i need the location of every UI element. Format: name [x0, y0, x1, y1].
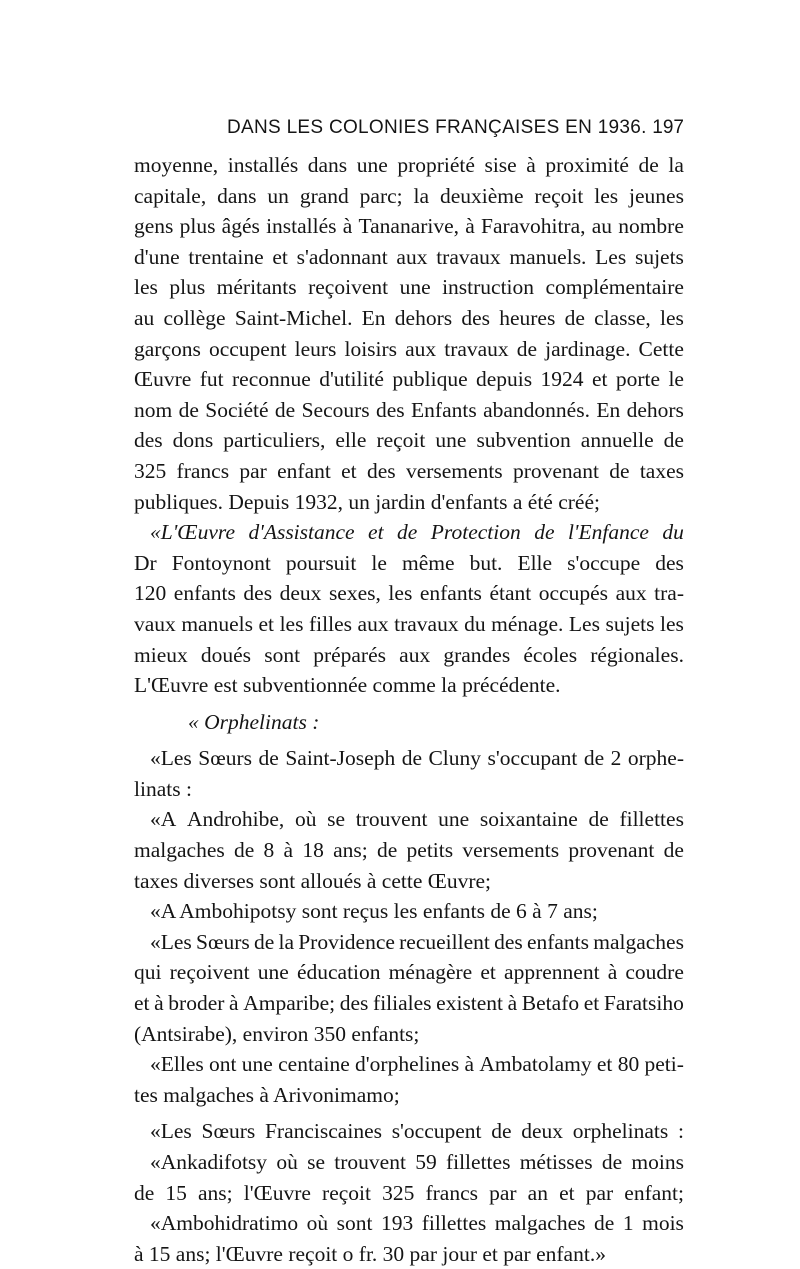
- text-line: gens plus âgés installés à Tananarive, à Faravohitra, au nombre: [134, 214, 684, 239]
- text-line: à 15 ans; l'Œuvre reçoit o fr. 30 par jour et par enfant.»: [134, 1241, 606, 1266]
- text-line: qui reçoivent une éducation ménagère et apprennent à coudre: [134, 960, 684, 985]
- text-line: des dons particuliers, elle reçoit une subvention annuelle de: [134, 428, 684, 453]
- text-line: «L'Œuvre d'Assistance et de Protection de l'Enfance du: [150, 520, 684, 545]
- page-number: 197: [652, 117, 684, 138]
- text-line: L'Œuvre est subventionnée comme la précédente.: [134, 673, 561, 698]
- page-header: [134, 117, 684, 141]
- text-line: au collège Saint-Michel. En dehors des heures de classe, les: [134, 305, 684, 330]
- text-line: Dr Fontoynont poursuit le même but. Elle s'occupe des: [134, 550, 684, 575]
- text-line: moyenne, installés dans une propriété sise à proximité de la: [134, 153, 684, 177]
- text-line: mieux doués sont préparés aux grandes écoles régionales.: [134, 642, 684, 667]
- text-line: taxes diverses sont alloués à cette Œuvre;: [134, 868, 492, 893]
- text-line: tes malgaches à Arivonimamo;: [134, 1082, 400, 1107]
- text-line: et à broder à Amparibe; des filiales existent à Betafo et Faratsiho: [134, 991, 684, 1016]
- text-line: les plus méritants reçoivent une instruction complémentaire: [134, 275, 684, 300]
- text-line: garçons occupent leurs loisirs aux travaux de jardinage. Cette: [134, 336, 684, 361]
- body-text: [134, 150, 684, 1269]
- text-line: vaux manuels et les filles aux travaux du ménage. Les sujets les: [134, 611, 684, 636]
- text-line: «A Ambohipotsy sont reçus les enfants de 6 à 7 ans;: [150, 899, 598, 924]
- text-line: de 15 ans; l'Œuvre reçoit 325 francs par an et par enfant;: [134, 1180, 684, 1205]
- text-line: «Les Sœurs de la Providence recueillent des enfants malgaches: [150, 929, 684, 954]
- text-line: «A Androhibe, où se trouvent une soixantaine de fillettes: [150, 807, 684, 832]
- text-line: (Antsirabe), environ 350 enfants;: [134, 1021, 420, 1046]
- text-line: publiques. Depuis 1932, un jardin d'enfants a été créé;: [134, 489, 600, 514]
- text-line: 325 francs par enfant et des versements provenant de taxes: [134, 458, 684, 483]
- text-line: 120 enfants des deux sexes, les enfants étant occupés aux tra-: [134, 581, 684, 606]
- running-title: DANS LES COLONIES FRANÇAISES EN 1936.: [227, 117, 647, 138]
- text-line: «Les Sœurs de Saint-Joseph de Cluny s'occupant de 2 orphe-: [150, 746, 684, 771]
- text-line: «Ambohidratimo où sont 193 fillettes malgaches de 1 mois: [150, 1211, 684, 1236]
- text-line: d'une trentaine et s'adonnant aux travaux manuels. Les sujets: [134, 244, 684, 269]
- section-heading: « Orphelinats :: [188, 709, 320, 734]
- text-line: «Ankadifotsy où se trouvent 59 fillettes métisses de moins: [150, 1150, 684, 1174]
- text-line: capitale, dans un grand parc; la deuxième reçoit les jeunes: [134, 183, 684, 208]
- text-line: Œuvre fut reconnue d'utilité publique depuis 1924 et porte le: [134, 367, 684, 392]
- text-line: «Les Sœurs Franciscaines s'occupent de deux orphelinats :: [150, 1119, 684, 1144]
- text-line: linats :: [134, 776, 192, 801]
- text-line: nom de Société de Secours des Enfants abandonnés. En dehors: [134, 397, 684, 422]
- text-line: malgaches de 8 à 18 ans; de petits versements provenant de: [134, 838, 684, 863]
- text-line: «Elles ont une centaine d'orphelines à Ambatolamy et 80 peti-: [150, 1052, 684, 1077]
